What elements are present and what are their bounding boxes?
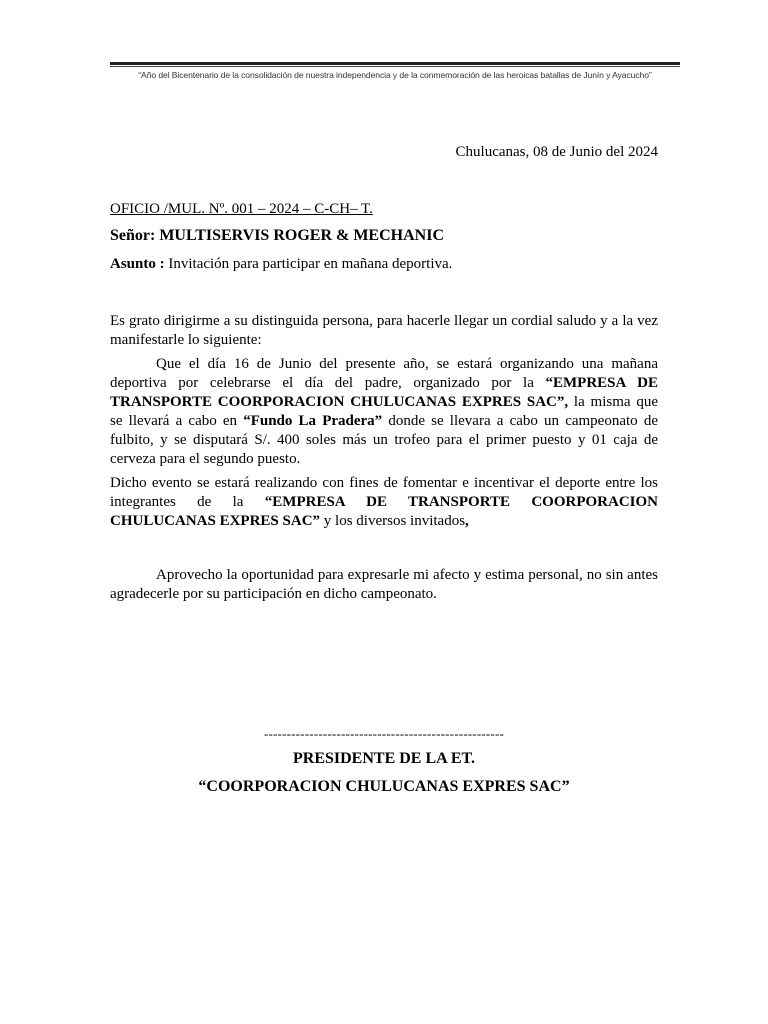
header-motto: “Año del Bicentenario de la consolidación de nuestra independencia y de la conmemoración de las heroicas batallas de Junín y Ayacucho” <box>138 70 652 80</box>
p2-venue-name: “Fundo La Pradera” <box>243 413 383 429</box>
reference-number: OFICIO /MUL. Nº. 001 – 2024 – C-CH– T. <box>110 201 373 217</box>
signature-line: ----------------------------------------------------- <box>263 726 505 741</box>
p2-text-e: donde se llevara a cabo un campeonato de fulbito, y se disputará S/. 400 soles más un trofeo para el primer puesto y 01 caja de cerveza para el segundo puesto. <box>110 413 658 467</box>
paragraph-event-details <box>110 355 658 469</box>
p2-text-a: Que el día 16 de Junio del presente año, se estará organizando una mañana deportiva por celebrarse el día del padre, organizado por la <box>110 356 658 391</box>
paragraph-closing: Aprovecho la oportunidad para expresarle mi afecto y estima personal, no sin antes agradecerle por su participación en dicho campeonato. <box>110 567 658 602</box>
recipient: Señor: MULTISERVIS ROGER & MECHANIC <box>110 227 444 244</box>
paragraph-purpose <box>110 474 658 531</box>
p3-comma: , <box>465 513 469 529</box>
date-line: Chulucanas, 08 de Junio del 2024 <box>455 144 658 160</box>
subject-label: Asunto : <box>110 256 165 272</box>
header-rule <box>110 62 680 67</box>
p2-text-c: la misma que se llevará a cabo en <box>110 394 658 429</box>
signature-title: PRESIDENTE DE LA ET. <box>293 750 475 767</box>
subject-line <box>110 255 658 274</box>
subject-text: Invitación para participar en mañana deportiva. <box>164 256 453 272</box>
paragraph-greeting: Es grato dirigirme a su distinguida persona, para hacerle llegar un cordial saludo y a la vez manifestarle lo siguiente: <box>110 313 658 348</box>
signature-company: “COORPORACION CHULUCANAS EXPRES SAC” <box>198 778 570 795</box>
p3-text-a: Dicho evento se estará realizando con fines de fomentar e incentivar el deporte entre los integrantes de la <box>110 475 658 510</box>
p3-text-c: y los diversos invitados <box>320 513 466 529</box>
p3-company-name: “EMPRESA DE TRANSPORTE COORPORACION CHULUCANAS EXPRES SAC” <box>110 494 658 529</box>
p2-company-name: “EMPRESA DE TRANSPORTE COORPORACION CHULUCANAS EXPRES SAC”, <box>110 375 658 410</box>
